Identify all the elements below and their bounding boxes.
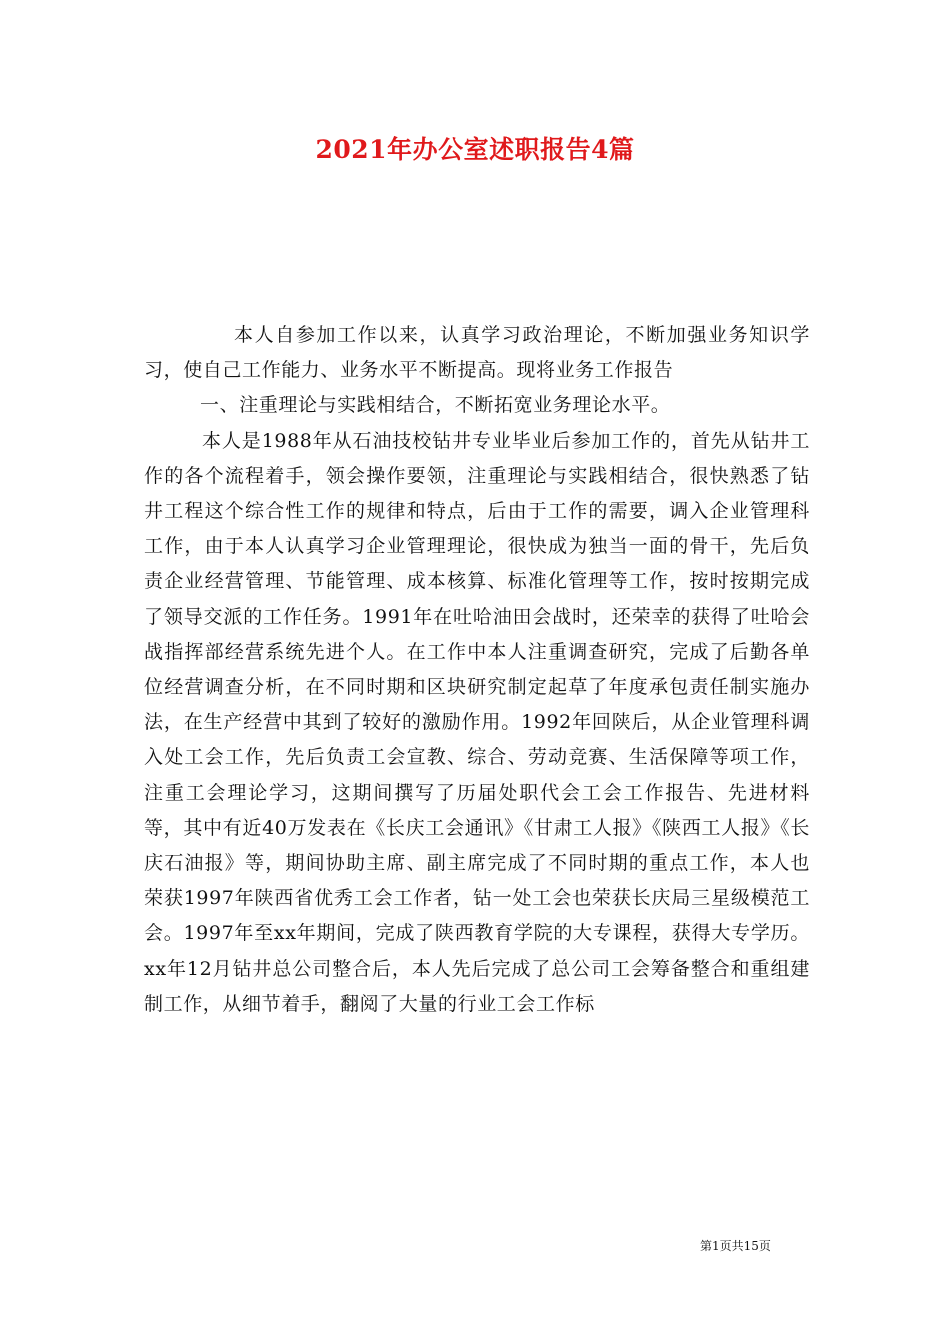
section-heading: 一、注重理论与实践相结合，不断拓宽业务理论水平。 — [200, 394, 671, 417]
document-title: 2021年办公室述职报告4篇 — [315, 135, 635, 164]
page-number: 第1页共15页 — [700, 1239, 771, 1253]
paragraph-main: 本人是1988年从石油技校钻井专业毕业后参加工作的，首先从钻井工作的各个流程着手，领会操作要领，注重理论与实践相结合，很快熟悉了钻井工程这个综合性工作的规律和特点，后由于工作的需要，调入企业管理科工作，由于本人认真学习企业管理理论，很快成为独当一面的骨干，先后负责企业经营管理、节能管理、成本核算、标准化管理等工作，按时按期完成了领导交派的工作任务。1991年在吐哈油田会战时，还荣幸的获得了吐哈会战指挥部经营系统先进个人。在工作中本人注重调查研究，完成了后勤各单位经营调查分析，在不同时期和区块研究制定起草了年度承包责任制实施办法，在生产经营中其到了较好的激励作用。1992年回陕后，从企业管理科调入处工会工作，先后负责工会宣教、综合、劳动竞赛、生活保障等项工作，注重工会理论学习，这期间撰写了历届处职代会工会工作报告、先进材料等，其中有近40万发表在《长庆工会通讯》《甘肃工人报》《陕西工人报》《长庆石油报》等，期间协助主席、副主席完成了不同时期的重点工作，本人也荣获1997年陕西省优秀工会工作者，钻一处工会也荣获长庆局三星级模范工会。1997年至xx年期间，完成了陕西教育学院的大专课程，获得大专学历。xx年12月钻井总公司整合后，本人先后完成了总公司工会筹备整合和重组建制工作，从细节着手，翻阅了大量的行业工会工作标 — [144, 429, 810, 1015]
document-body — [144, 318, 810, 1022]
paragraph-intro: 本人自参加工作以来，认真学习政治理论，不断加强业务知识学习，使自己工作能力、业务水平不断提高。现将业务工作报告 — [144, 324, 810, 382]
